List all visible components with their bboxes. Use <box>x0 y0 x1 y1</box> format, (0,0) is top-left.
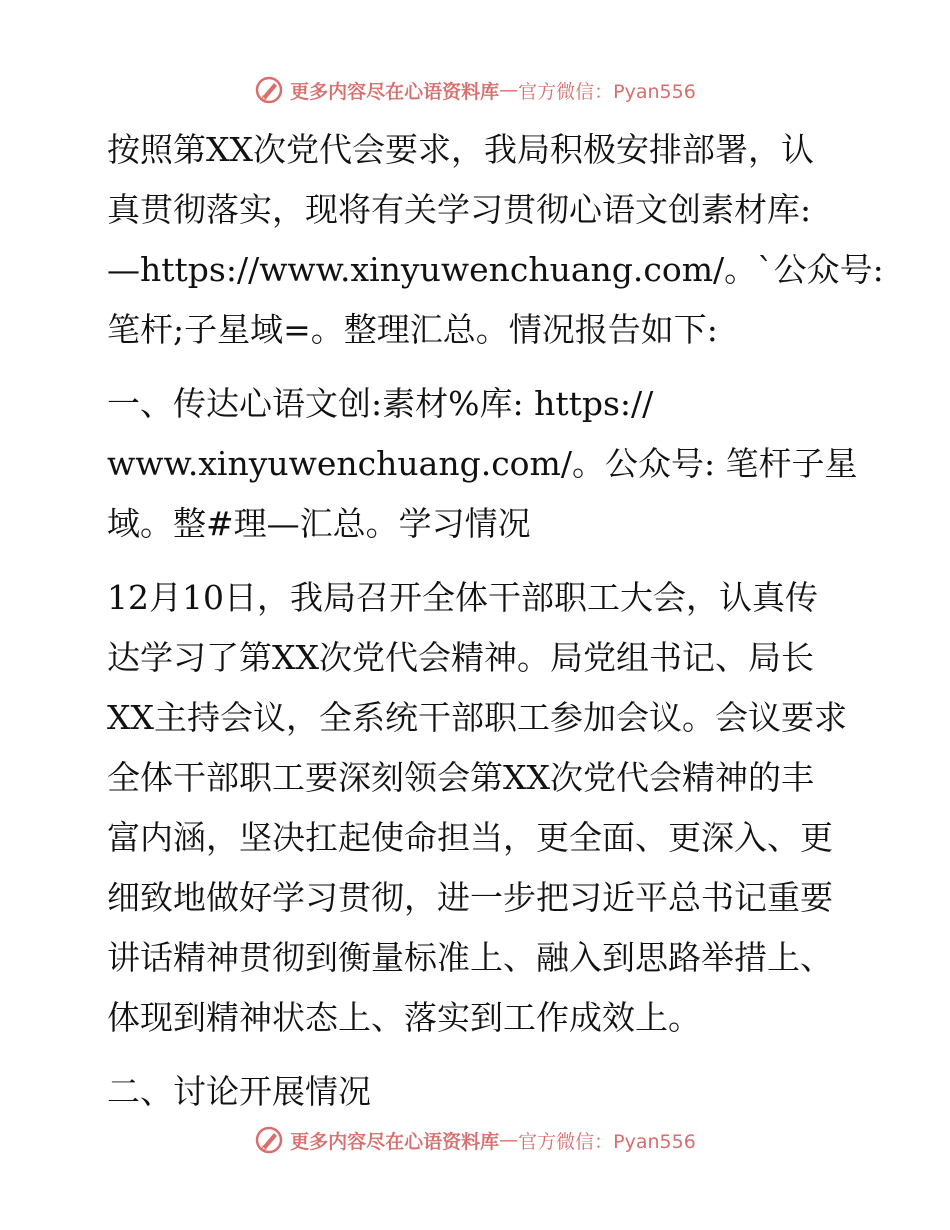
text-line: 12月10日，我局召开全体干部职工大会，认真传 <box>107 578 818 617</box>
section-heading-1 <box>97 374 857 554</box>
text-line: 达学习了第XX次党代会精神。局党组书记、局长 <box>107 638 814 677</box>
text-line: 细致地做好学习贯彻，进一步把习近平总书记重要 <box>107 878 833 917</box>
text-line: 域。整#理—汇总。学习情况 <box>107 504 531 543</box>
text-line: www.xinyuwenchuang.com/。公众号: 笔杆子星 <box>107 444 858 483</box>
header-watermark <box>0 70 950 110</box>
watermark-wechat: 官方微信：Pyan556 <box>518 1130 696 1153</box>
text-line: 一、传达心语文创:素材%库: https:// <box>107 384 654 423</box>
text-line: 全体干部职工要深刻领会第XX次党代会精神的丰 <box>107 758 814 797</box>
pen-logo-icon <box>254 1125 284 1155</box>
document-body <box>97 120 884 1122</box>
text-line: 真贯彻落实，现将有关学习贯彻心语文创素材库: <box>107 190 812 229</box>
watermark-separator: — <box>499 1129 519 1151</box>
watermark-separator: — <box>499 79 519 101</box>
text-line: 富内涵，坚决扛起使命担当，更全面、更深入、更 <box>107 818 833 857</box>
paragraph-meeting <box>97 568 857 1048</box>
text-line: 二、讨论开展情况 <box>107 1072 371 1111</box>
text-line: —https://www.xinyuwenchuang.com/。`公众号: <box>107 250 884 289</box>
paragraph-intro <box>97 120 884 360</box>
text-line: 讲话精神贯彻到衡量标准上、融入到思路举措上、 <box>107 938 833 977</box>
text-line: 笔杆;子星域=。整理汇总。情况报告如下: <box>107 310 718 349</box>
watermark-text: 更多内容尽在心语资料库 <box>290 80 500 103</box>
watermark-text: 更多内容尽在心语资料库 <box>290 1130 500 1153</box>
section-heading-2 <box>97 1062 857 1122</box>
text-line: 按照第XX次党代会要求，我局积极安排部署，认 <box>107 130 814 169</box>
footer-watermark <box>0 1120 950 1160</box>
text-line: 体现到精神状态上、落实到工作成效上。 <box>107 998 701 1037</box>
watermark-wechat: 官方微信：Pyan556 <box>518 80 696 103</box>
text-line: XX主持会议，全系统干部职工参加会议。会议要求 <box>107 698 847 737</box>
pen-logo-icon <box>254 75 284 105</box>
